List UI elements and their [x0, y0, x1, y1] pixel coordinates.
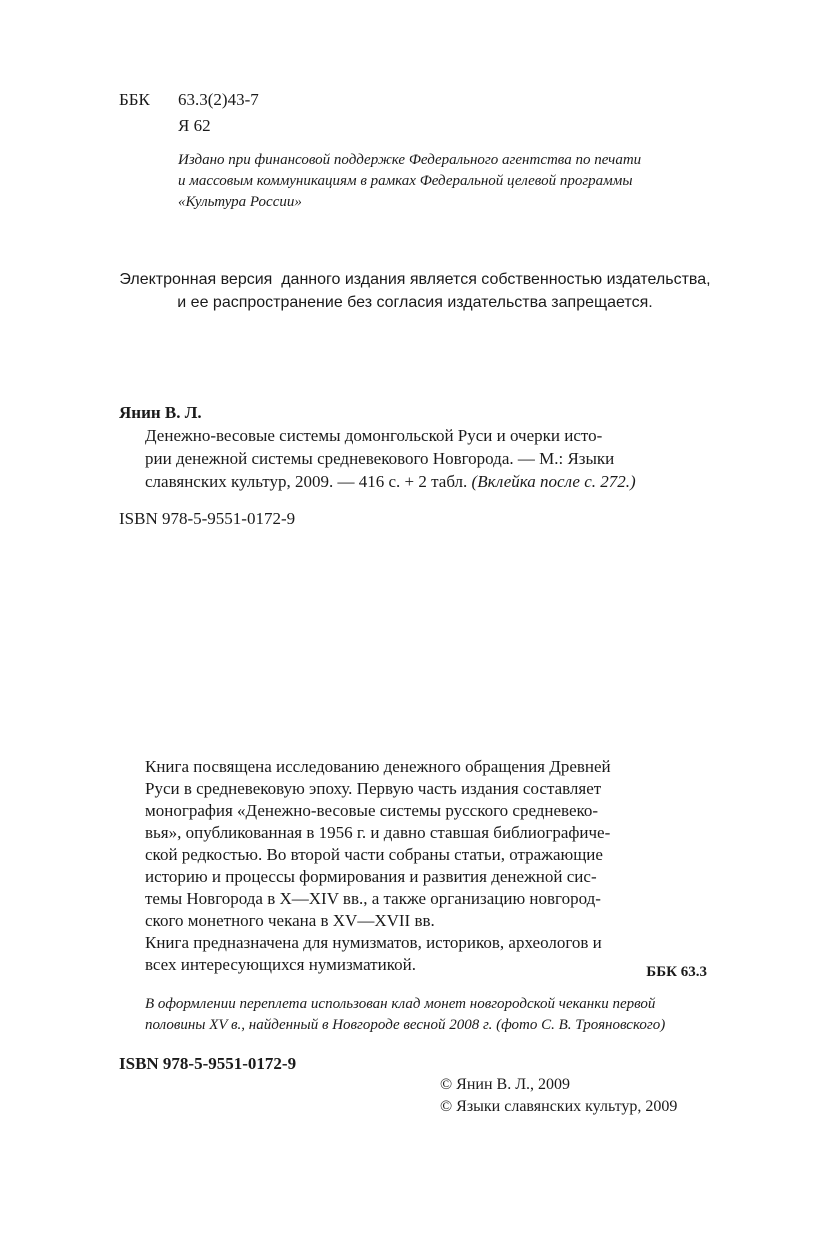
copyright-author: © Янин В. Л., 2009 [440, 1076, 571, 1093]
biblio-last-text: славянских культур, 2009. — 416 с. + 2 табл. [145, 472, 468, 491]
annotation-line: всех интересующихся нумизматикой. [145, 955, 416, 974]
funding-line: Издано при финансовой поддержке Федерального агентства по печати [178, 152, 642, 168]
isbn-record: ISBN 978-5-9551-0172-9 [119, 509, 296, 528]
isbn-bold: ISBN 978-5-9551-0172-9 [119, 1054, 297, 1073]
insert-note: (Вклейка после с. 272.) [471, 472, 636, 491]
annotation-line: Книга предназначена для нумизматов, историков, археологов и [145, 933, 602, 952]
cover-note-line: половины XV в., найденный в Новгороде весной 2008 г. (фото С. В. Трояновского) [145, 1017, 666, 1033]
annotation-line: ского монетного чекана в XV—XVII вв. [145, 911, 435, 930]
annotation-line: вья», опубликованная в 1956 г. и давно ставшая библиографиче- [145, 823, 611, 842]
funding-statement [178, 150, 710, 213]
cover-note [145, 994, 707, 1036]
bbk-code: 63.3(2)43-7 [178, 90, 259, 109]
author-heading: Янин В. Л. [119, 403, 202, 422]
copyright-publisher: © Языки славянских культур, 2009 [440, 1098, 678, 1115]
funding-line: и массовым коммуникациям в рамках Федеральной целевой программы [178, 173, 633, 189]
bbk-short: ББК 63.3 [646, 964, 707, 980]
annotation-line: Руси в средневековую эпоху. Первую часть издания составляет [145, 779, 602, 798]
notice-line: и ее распространение без согласия издательства запрещается. [177, 294, 653, 311]
annotation-line: темы Новгорода в X—XIV вв., а также организацию новгород- [145, 889, 601, 908]
electronic-version-notice [90, 268, 740, 314]
bibliographic-description [145, 424, 707, 493]
annotation-line: монография «Денежно-весовые системы русского средневеко- [145, 801, 599, 820]
biblio-line: Денежно-весовые системы домонгольской Руси и очерки исто- [145, 426, 603, 445]
annotation-line: историю и процессы формирования и развития денежной сис- [145, 867, 597, 886]
author-mark: Я 62 [178, 116, 211, 135]
funding-line: «Культура России» [178, 194, 302, 210]
annotation-line: ской редкостью. Во второй части собраны статьи, отражающие [145, 845, 603, 864]
annotation-line: Книга посвящена исследованию денежного обращения Древней [145, 757, 611, 776]
cover-note-line: В оформлении переплета использован клад монет новгородской чеканки первой [145, 996, 656, 1012]
biblio-line-last [145, 470, 707, 493]
bbk-label: ББК [119, 90, 150, 109]
biblio-line: рии денежной системы средневекового Новгорода. — М.: Языки [145, 449, 615, 468]
notice-line: Электронная версия данного издания является собственностью издательства, [119, 271, 711, 288]
annotation [145, 756, 707, 976]
copyrights [440, 1074, 677, 1118]
